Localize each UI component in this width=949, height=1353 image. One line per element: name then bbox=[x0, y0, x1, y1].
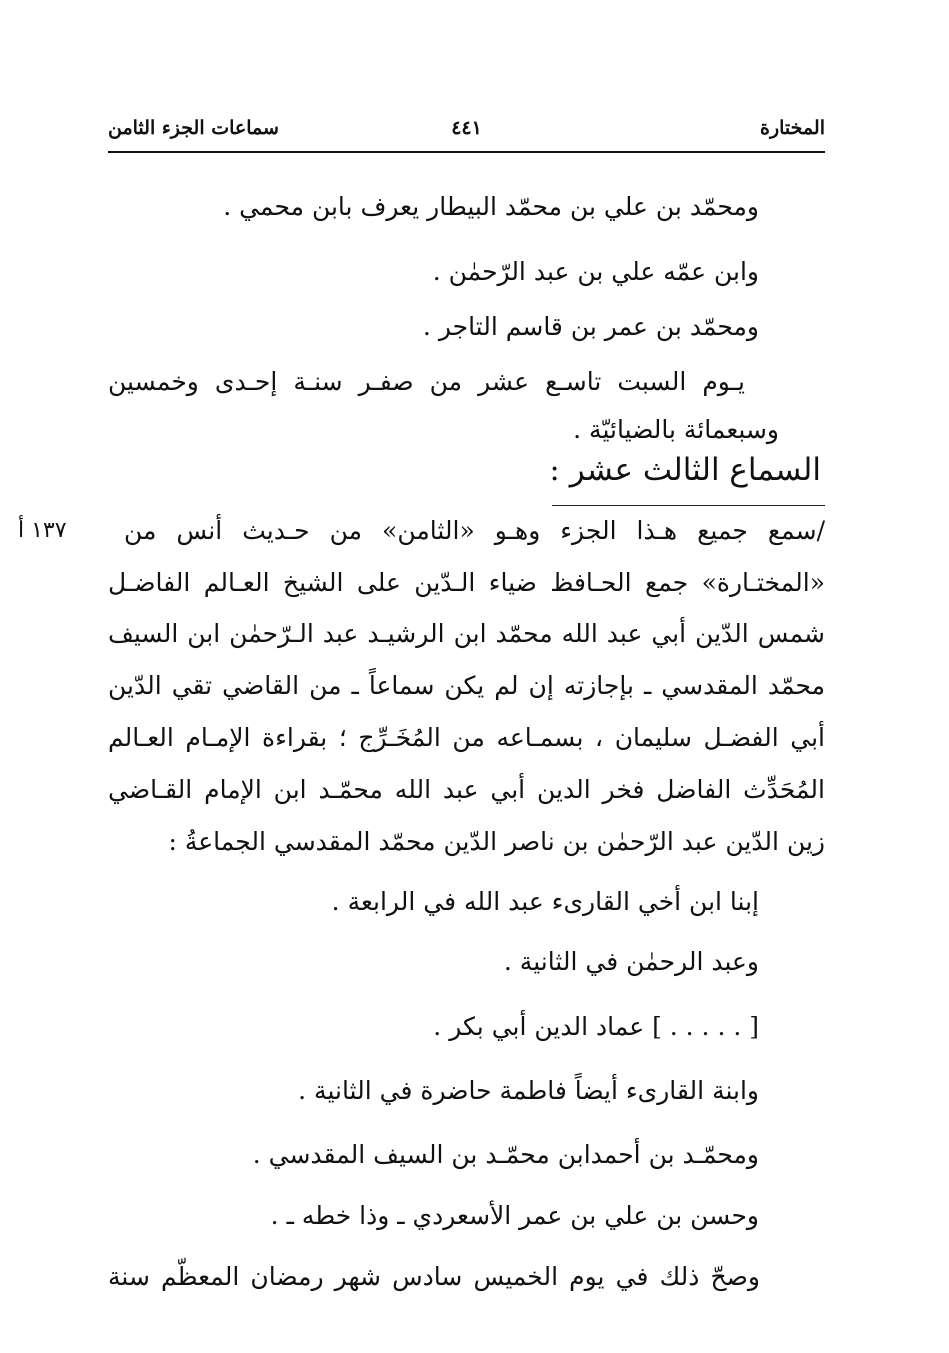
attendee-line: [ . . . . . ] عماد الدين أبي بكر . bbox=[433, 1012, 759, 1041]
text-line: المُحَدِّث الفاضل فخر الدين أبي عبد الله محمّـد ابن الإمام القـاضي bbox=[108, 775, 825, 804]
attendee-line: وابنة القارىء أيضاً فاطمة حاضرة في الثانية . bbox=[298, 1076, 759, 1105]
text-line: «المختـارة» جمع الحـافظ ضياء الـدّين على الشيخ العـالم الفاضـل bbox=[108, 568, 825, 597]
header-book-title: المختارة bbox=[760, 117, 825, 139]
attendee-line: إبنا ابن أخي القارىء عبد الله في الرابعة . bbox=[331, 887, 759, 916]
text-line: أبي الفضـل سليمان ، بسمـاعه من المُخَـرِّج ؛ بقراءة الإمـام العـالم bbox=[108, 723, 825, 752]
text-line: شمس الدّين أبي عبد الله محمّد ابن الرشيـد عبد الـرّحمٰن ابن السيف bbox=[108, 619, 825, 648]
header-rule bbox=[108, 151, 825, 153]
attendee-line: وحسن بن علي بن عمر الأسعردي ـ وذا خطه ـ . bbox=[270, 1201, 759, 1230]
text-line: وسبعمائة بالضيائيّة . bbox=[573, 415, 779, 444]
text-line: وابن عمّه علي بن عبد الرّحمٰن . bbox=[432, 257, 759, 286]
text-line: محمّد المقدسي ـ بإجازته إن لم يكن سماعاً ـ من القاضي تقي الدّين bbox=[108, 671, 825, 700]
text-line: يـوم السبت تاسـع عشر من صفـر سنـة إحـدى وخمسين bbox=[108, 367, 745, 396]
heading-rule bbox=[552, 505, 825, 506]
folio-margin-note: ١٣٧ أ bbox=[18, 518, 67, 543]
text-line: /سمع جميع هـذا الجزء وهـو «الثامن» من حـديث أنس من bbox=[124, 516, 825, 545]
header-section-title: سماعات الجزء الثامن bbox=[108, 117, 279, 139]
running-header bbox=[108, 113, 825, 149]
page-number: ٤٤١ bbox=[451, 117, 482, 139]
section-heading: السماع الثالث عشر : bbox=[549, 452, 821, 488]
text-line: وصحّ ذلك في يوم الخميس سادس شهر رمضان المعظّم سنة bbox=[108, 1262, 760, 1291]
attendee-line: وعبد الرحمٰن في الثانية . bbox=[503, 947, 759, 976]
text-line: ومحمّد بن عمر بن قاسم التاجر . bbox=[422, 312, 759, 341]
text-line: زين الدّين عبد الرّحمٰن بن ناصر الدّين محمّد المقدسي الجماعةُ : bbox=[168, 827, 825, 856]
attendee-line: ومحمّـد بن أحمدابن محمّـد بن السيف المقدسي . bbox=[252, 1140, 759, 1169]
text-line: ومحمّد بن علي بن محمّد البيطار يعرف بابن محمي . bbox=[223, 192, 759, 221]
